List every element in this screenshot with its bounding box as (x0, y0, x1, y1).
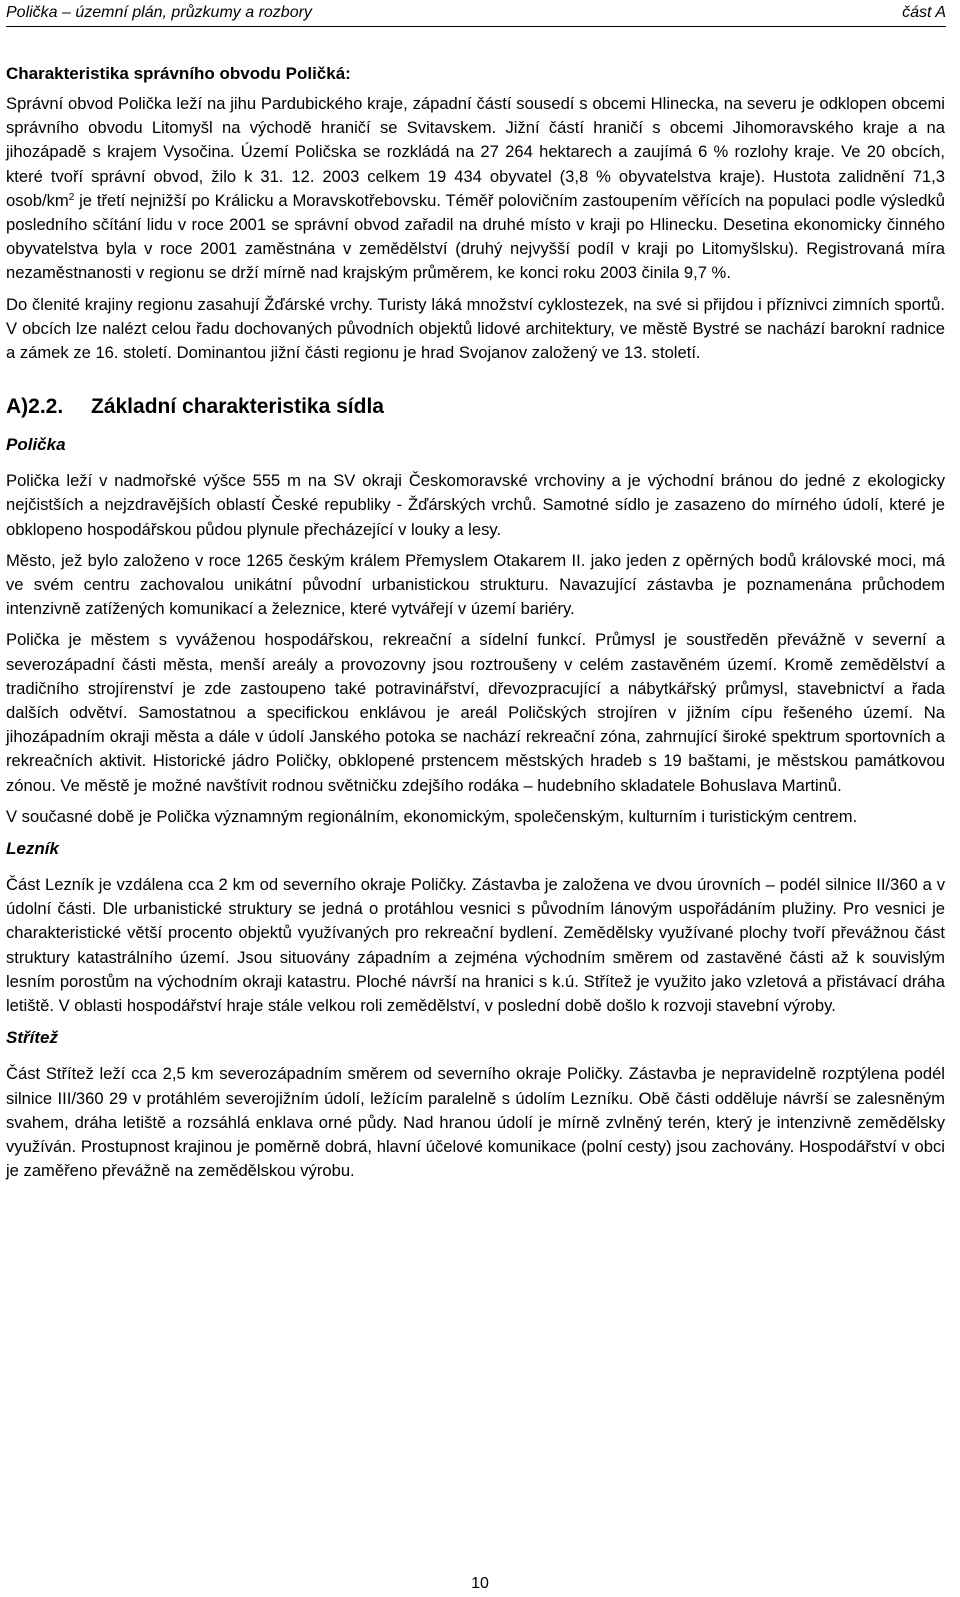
chapter-heading (6, 393, 945, 421)
paragraph-policka-1: Polička leží v nadmořské výšce 555 m na SV okraji Českomoravské vrchoviny a je východní bránou do jedné z ekologicky nejčistších a nejzdravějších oblastí České republiky - Žďárských vrchů. Samotné sídlo je zasazeno do mírného údolí, které je obklopeno hospodářskou půdou plynule přecházející v louky a lesy. (6, 471, 945, 539)
subheading-stritez: Střítež (6, 1028, 58, 1048)
subheading-policka: Polička (6, 435, 66, 455)
page-header (6, 0, 946, 27)
paragraph-text: Správní obvod Polička leží na jihu Pardubického kraje, západní částí sousedí s obcemi Hlinecka, na severu je odklopen obcemi správního obvodu Litomyšl na východě hraničí se Svitavskem. Jižní částí hraničí s obcemi Jihomoravského kraje a na jihozápadě s krajem Vysočina. Území Poličska se rozkládá na 27 264 hektarech a zaujímá 6 % rozlohy kraje. Ve 20 obcích, které tvoří správní obvod, žilo k 31. 12. 2003 celkem 19 434 obyvatel (3,8 % obyvatelstva kraje). Hustota zalidnění 71,3 osob/km (6, 94, 945, 210)
paragraph-text: je třetí nejnižší po Králicku a Moravskotřebovsku. Téměř polovičním zastoupením věřících na populaci podle výsledků posledního sčítání lidu v roce 2001 se správní obvod zařadil na druhé místo v kraji po Hlinecku. Desetina ekonomicky činného obyvatelstva byla v roce 2001 zaměstnána v zemědělství (druhý nejvyšší podíl v kraji po Litomyšlsku). Registrovaná míra nezaměstnanosti v regionu se drží mírně nad krajským průměrem, ke konci roku 2003 činila 9,7 %. (6, 190, 945, 283)
page-number: 10 (471, 1575, 489, 1592)
chapter-number: A)2.2. (6, 395, 64, 419)
section-heading-charakteristika: Charakteristika správního obvodu Poličká: (6, 64, 351, 83)
page-content (6, 62, 945, 1190)
paragraph-policka-3: Polička je městem s vyváženou hospodářskou, rekreační a sídelní funkcí. Průmysl je soustředěn převážně v severní a severozápadní části města, menší areály a provozovny jsou roztroušeny v celém zastavěném území. Kromě zemědělství a tradičního strojírenství je zde zastoupeno také potravinářství, dřevozpracující a nábytkářský průmysl, stavebnictví a řada dalších odvětví. Samostatnou a specifickou enklávou je areál Poličských strojíren v jižním cípu řešeného území. Na jihozápadním okraji města a dále v údolí Janského potoka se nachází rekreační zóna, zahrnující široké spektrum sportovních a rekreačních aktivit. Historické jádro Poličky, obklopené prstencem městských hradeb s 19 baštami, je městskou památkovou zónou. Ve městě je možné navštívit rodnou světničku zdejšího rodáka – hudebního skladatele Bohuslava Martinů. (6, 630, 945, 795)
superscript: 2 (68, 191, 75, 203)
header-part-label: část A (902, 4, 946, 21)
chapter-title: Základní charakteristika sídla (91, 395, 384, 419)
paragraph-policka-4: V současné době je Polička významným regionálním, ekonomickým, společenským, kulturním i turistickým centrem. (6, 806, 858, 826)
header-document-title: Polička – územní plán, průzkumy a rozbory (6, 4, 312, 21)
paragraph-stritez: Část Střítež leží cca 2,5 km severozápadním směrem od severního okraje Poličky. Zástavba je nepravidelně rozptýlena podél silnice III/360 29 v protáhlém severojižním údolí, ležícím paralelně s údolím Lezníku. Obě části odděluje návrší se zalesněným svahem, dráha letiště a rozsáhlá enklava orné půdy. Nad hranou údolí je mírně zvlněný terén, který je intenzivně zemědělsky využíván. Prostupnost krajinou je poměrně dobrá, hlavní účelové komunikace (polní cesty) jsou zachovány. Hospodářství v obci je zaměřeno převážně na zemědělskou výrobu. (6, 1064, 945, 1181)
subheading-leznik: Lezník (6, 839, 59, 859)
paragraph-krajina: Do členité krajiny regionu zasahují Žďárské vrchy. Turisty láká množství cyklostezek, na své si přijdou i příznivci zimních sportů. V obcích lze nalézt celou řadu dochovaných původních objektů lidové architektury, ve městě Bystré se nachází barokní radnice a zámek ze 16. století. Dominantou jižní části regionu je hrad Svojanov založený ve 13. století. (6, 294, 945, 363)
paragraph-leznik: Část Lezník je vzdálena cca 2 km od severního okraje Poličky. Zástavba je založena ve dvou úrovních – podél silnice II/360 a v údolní části. Dle urbanistické struktury se jedná o protáhlou vesnici s původním lánovým uspořádáním plužiny. Pro vesnici je charakteristické větší procento objektů využívaných pro rekreační bydlení. Zemědělsky využívané plochy tvoří převážnou část struktury katastrálního území. Jsou situovány západním a zejména východním směrem od zastavěné části až k souvislým lesním porostům na východním okraji katastru. Ploché návrší na hranici s k.ú. Střítež je využito jako vzletová a přistávací dráha letiště. V oblasti hospodářství hraje stále velkou roli zemědělství, v poslední době došlo k rozvoji stavební výroby. (6, 875, 945, 1016)
paragraph-policka-2: Město, jež bylo založeno v roce 1265 českým králem Přemyslem Otakarem II. jako jeden z opěrných bodů královské moci, má ve svém centru zachovalou unikátní původní urbanistickou strukturu. Navazující zástavba je poznamenána průchodem intenzivně zatížených komunikací a železnice, které vytvářejí v území bariéry. (6, 550, 945, 619)
paragraph-spravni-obvod (6, 92, 945, 286)
